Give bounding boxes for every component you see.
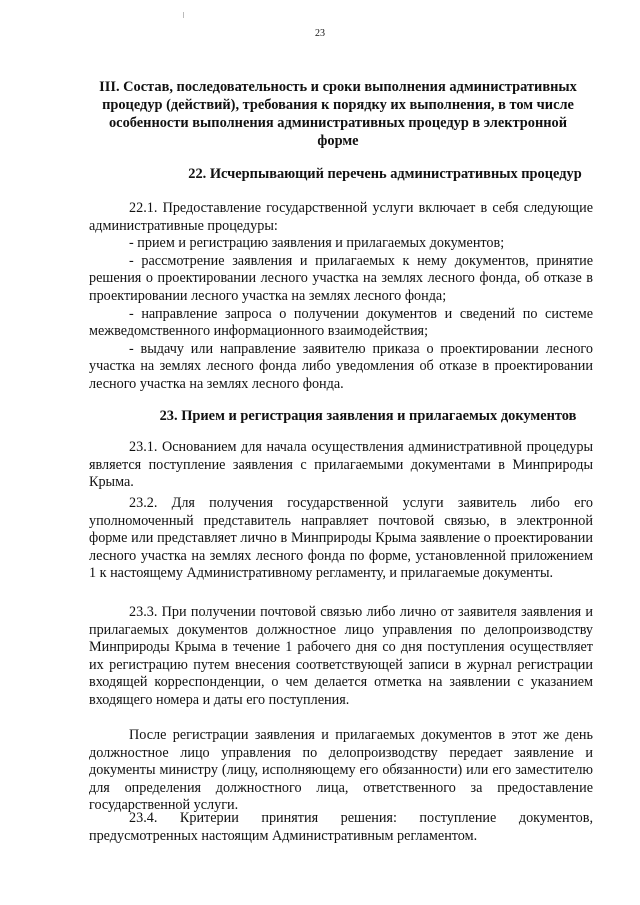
paragraph-23-4: 23.4. Критерии принятия решения: поступление документов, предусмотренных настоящим Административным регламентом.	[89, 810, 593, 844]
paragraph-23-3-block	[89, 604, 593, 710]
paragraph-23-4-block	[89, 810, 593, 845]
list-item: - выдачу или направление заявителю приказа о проектировании лесного участка на землях лесного фонда либо уведомления об отказе в проектировании лесного участка на землях лесного фонда.	[89, 340, 593, 392]
list-item: - рассмотрение заявления и прилагаемых к нему документов, принятие решения о проектировании лесного участка на землях лесного фонда, об отказе в проектировании лесного участка на землях лесного фонда;	[89, 252, 593, 304]
paragraph-23-2-block	[89, 495, 593, 583]
subsection-23-title: 23. Прием и регистрация заявления и прилагаемых документов	[159, 408, 577, 424]
list-item: - прием и регистрацию заявления и прилагаемых документов;	[129, 235, 505, 252]
subsection-22-body	[89, 200, 593, 394]
paragraph-23-1-block	[89, 439, 593, 492]
paragraph-after-registration-block	[89, 727, 593, 815]
paragraph-after-registration: После регистрации заявления и прилагаемых документов в этот же день должностное лицо управления по делопроизводству передает заявление и документы министру (лицу, исполняющему его обязанности) или его заместителю для определения должностного лица, ответственного за предоставление государственной услуги.	[89, 727, 593, 814]
section-heading: III. Состав, последовательность и сроки выполнения административных процедур (действий), требования к порядку их выполнения, в том числе особенности выполнения административных процедур в электронной форме	[99, 79, 577, 149]
paragraph-23-2: 23.2. Для получения государственной услуги заявитель либо его уполномоченный представитель направляет почтовой связью, в электронной форме или представляет лично в Минприроды Крыма заявление о проектировании лесного участка на землях лесного фонда по форме, установленной приложением 1 к настоящему Административному регламенту, и прилагаемые документы.	[89, 495, 593, 582]
subsection-22-title: 22. Исчерпывающий перечень административных процедур	[188, 166, 582, 182]
paragraph-23-3: 23.3. При получении почтовой связью либо лично от заявителя заявления и прилагаемых документов должностное лицо управления по делопроизводству Минприроды Крыма в течение 1 рабочего дня со дня поступления осуществляет их регистрацию путем внесения соответствующей записи в журнал регистрации входящей корреспонденции, о чем делается отметка на заявлении с указанием входящего номера и даты его поступления.	[89, 604, 593, 708]
list-item: - направление запроса о получении документов и сведений по системе межведомственного информационного взаимодействия;	[89, 305, 593, 340]
page-number: 23	[315, 28, 325, 39]
scan-artifact	[183, 12, 184, 18]
paragraph-22-1: 22.1. Предоставление государственной услуги включает в себя следующие административные процедуры:	[89, 200, 593, 234]
paragraph-23-1: 23.1. Основанием для начала осуществления административной процедуры является поступление заявления с прилагаемыми документами в Минприроды Крыма.	[89, 439, 593, 491]
